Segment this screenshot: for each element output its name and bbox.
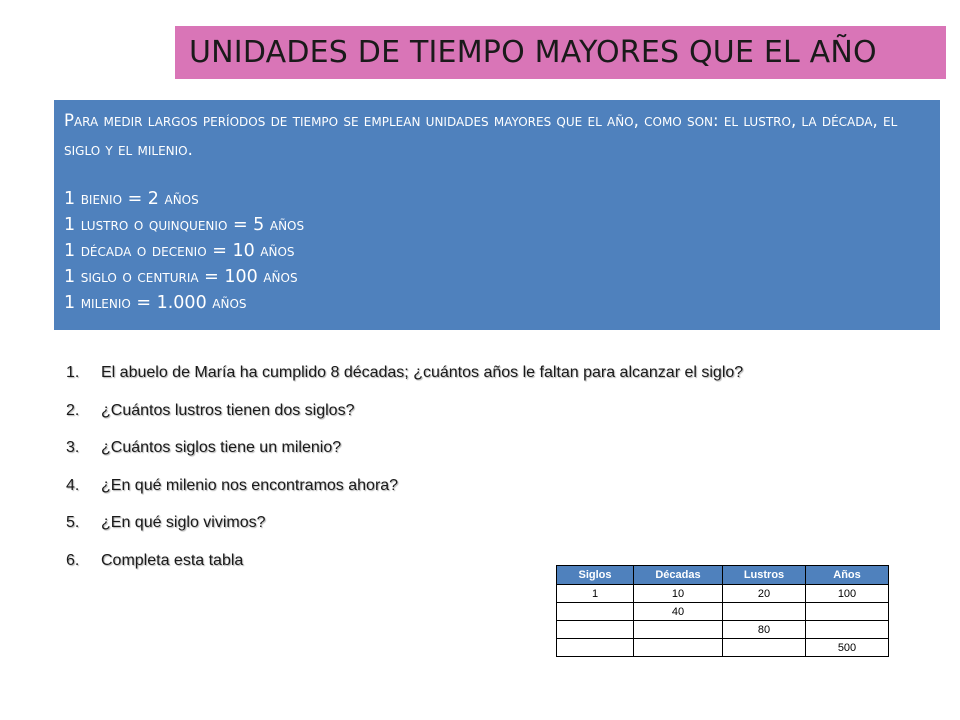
question-number: 1. (66, 364, 80, 381)
table-cell: 100 (806, 585, 889, 603)
title-banner (175, 26, 946, 79)
question-text: Completa esta tabla (101, 551, 244, 569)
table-cell: 80 (723, 621, 806, 639)
table-cell (634, 639, 723, 657)
table-cell: 20 (723, 585, 806, 603)
equivalence-milenio: 1 milenio = 1.000 años (64, 293, 247, 313)
table-cell (557, 621, 634, 639)
table-cell (806, 621, 889, 639)
table-cell (557, 603, 634, 621)
question-text: ¿En qué milenio nos encontramos ahora? (101, 476, 399, 494)
info-box (54, 100, 940, 330)
question-number: 6. (66, 551, 80, 569)
question-number: 4. (66, 476, 80, 494)
list-item (66, 512, 926, 550)
table-cell (723, 603, 806, 621)
equivalence-decada: 1 década o decenio = 10 años (64, 241, 295, 261)
header-anos: Años (806, 566, 889, 585)
table-header-row (557, 566, 889, 585)
header-siglos: Siglos (557, 566, 634, 585)
table-row (557, 585, 889, 603)
equivalence-siglo: 1 siglo o centuria = 100 años (64, 267, 298, 287)
table-cell (723, 639, 806, 657)
table-cell: 40 (634, 603, 723, 621)
question-number: 3. (66, 439, 80, 456)
table-cell: 1 (557, 585, 634, 603)
question-number: 5. (66, 514, 80, 531)
table-cell: 500 (806, 639, 889, 657)
table-row (557, 639, 889, 657)
table-cell (557, 639, 634, 657)
table-cell: 10 (634, 585, 723, 603)
conversion-table (556, 565, 889, 657)
question-number: 2. (66, 401, 80, 419)
header-lustros: Lustros (723, 566, 806, 585)
list-item (66, 437, 926, 475)
table-row (557, 603, 889, 621)
question-text: El abuelo de María ha cumplido 8 décadas; ¿cuántos años le faltan para alcanzar el siglo? (101, 364, 744, 381)
question-list (66, 362, 926, 587)
table-cell (806, 603, 889, 621)
table-row (557, 621, 889, 639)
table-cell (634, 621, 723, 639)
conversion-table-wrapper (556, 565, 889, 657)
list-item (66, 475, 926, 513)
equivalence-lustro: 1 lustro o quinquenio = 5 años (64, 215, 305, 235)
info-intro: Para medir largos períodos de tiempo se emplean unidades mayores que el año, como son: el lustro, la década, el siglo y el milenio. (64, 111, 898, 159)
question-text: ¿En qué siglo vivimos? (101, 514, 266, 531)
header-decadas: Décadas (634, 566, 723, 585)
equivalence-bienio: 1 bienio = 2 años (64, 189, 199, 209)
list-item (66, 362, 926, 400)
page-title: UNIDADES DE TIEMPO MAYORES QUE EL AÑO (189, 35, 877, 70)
question-text: ¿Cuántos lustros tienen dos siglos? (101, 401, 355, 419)
list-item (66, 400, 926, 438)
question-text: ¿Cuántos siglos tiene un milenio? (101, 439, 342, 456)
